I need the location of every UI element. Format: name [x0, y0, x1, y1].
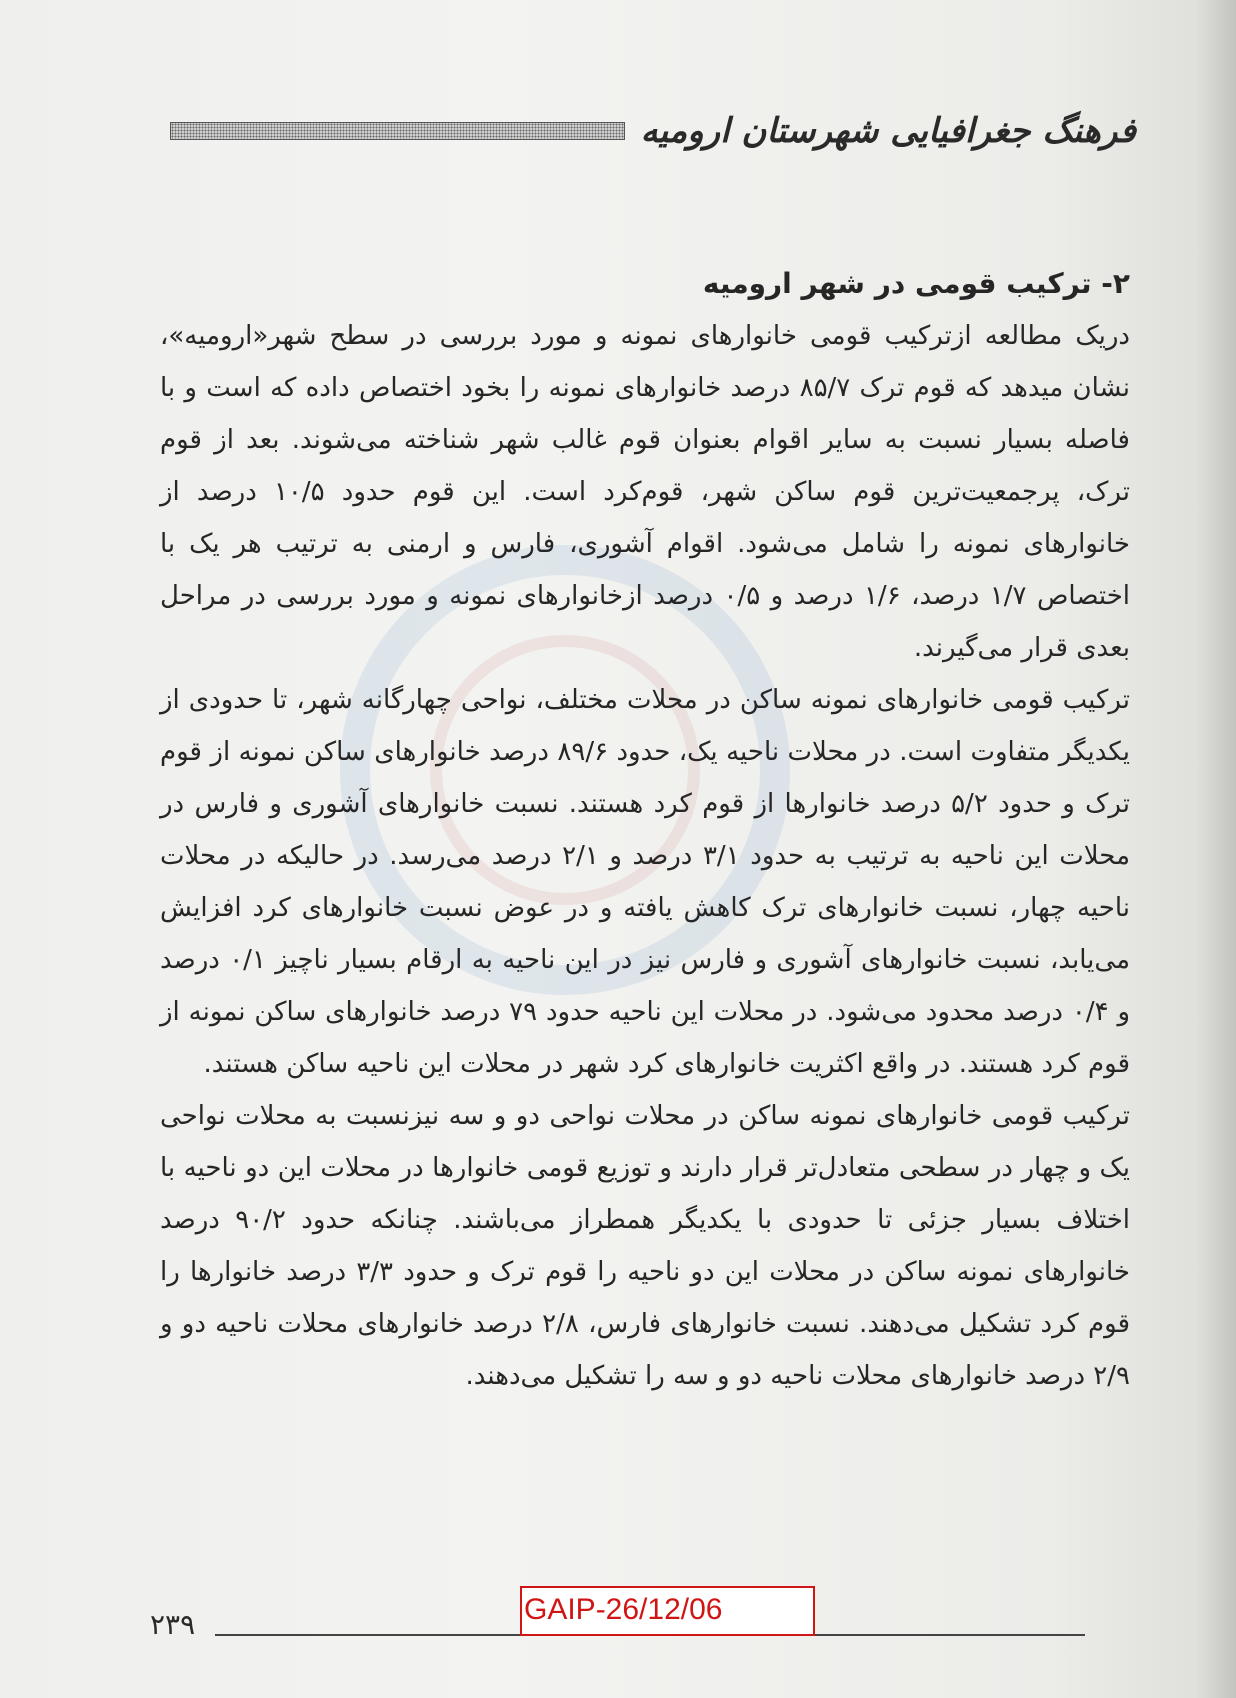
page-number: ۲۳۹ [150, 1608, 196, 1641]
paragraph-1: دریک مطالعه ازترکیب قومی خانوارهای نمونه و مورد بررسی در سطح شهر«ارومیه»، نشان میدهد که قوم ترک ۸۵/۷ درصد خانوارهای نمونه را بخود اختصاص داده که است و با فاصله بسیار نسبت به سایر اقوام بعنوان قوم غالب شهر شناخته می‌شوند. بعد از قوم ترک، پرجمعیت‌ترین قوم ساکن شهر، قوم‌کرد است. این قوم حدود ۱۰/۵ درصد از خانوارهای نمونه را شامل می‌شود. اقوام آشوری، فارس و ارمنی به ترتیب هر یک با اختصاص ۱/۷ درصد، ۱/۶ درصد و ۰/۵ درصد ازخانوارهای نمونه و مورد بررسی در مراحل بعدی قرار می‌گیرند. [160, 321, 1131, 663]
paragraph-3: ترکیب قومی خانوارهای نمونه ساکن در محلات نواحی دو و سه نیزنسبت به محلات نواحی یک و چهار در سطحی متعادل‌تر قرار دارند و توزیع قومی خانوارها در محلات این دو ناحیه با اختلاف بسیار جزئی تا حدودی با یکدیگر همطراز می‌باشند. چنانکه حدود ۹۰/۲ درصد خانوارهای نمونه ساکن در محلات این دو ناحیه را قوم ترک و حدود ۳/۳ درصد خانوارها را قوم کرد تشکیل می‌دهند. نسبت خانوارهای فارس، ۲/۸ درصد خانوارهای محلات ناحیه دو و ۲/۹ درصد خانوارهای محلات ناحیه دو و سه را تشکیل می‌دهند. [160, 1101, 1131, 1391]
page-header [170, 96, 1136, 166]
archive-stamp: GAIP-26/12/06 [520, 1586, 815, 1636]
page-body [160, 258, 1130, 1402]
spine-shadow [1196, 0, 1236, 1698]
section-heading: ۲- ترکیب قومی در شهر ارومیه [702, 267, 1130, 300]
running-title: فرهنگ جغرافیایی شهرستان ارومیه [640, 111, 1136, 151]
paragraph-2: ترکیب قومی خانوارهای نمونه ساکن در محلات مختلف، نواحی چهارگانه شهر، تا حدودی از یکدیگر متفاوت است. در محلات ناحیه یک، حدود ۸۹/۶ درصد خانوارهای ساکن نمونه از قوم ترک و حدود ۵/۲ درصد خانوارها از قوم کرد هستند. نسبت خانوارهای آشوری و فارس در محلات این ناحیه به ترتیب به حدود ۳/۱ درصد و ۲/۱ درصد می‌رسد. در حالیکه در محلات ناحیه چهار، نسبت خانوارهای ترک کاهش یافته و در عوض نسبت خانوارهای کرد افزایش می‌یابد، نسبت خانوارهای آشوری و فارس نیز در این ناحیه به ارقام بسیار ناچیز ۰/۱ درصد و ۰/۴ درصد محدود می‌شود. در محلات این ناحیه حدود ۷۹ درصد خانوارهای ساکن نمونه از قوم کرد هستند. در واقع اکثریت خانوارهای کرد شهر در محلات این ناحیه ساکن هستند. [160, 685, 1131, 1079]
header-decorative-bar [170, 122, 625, 140]
